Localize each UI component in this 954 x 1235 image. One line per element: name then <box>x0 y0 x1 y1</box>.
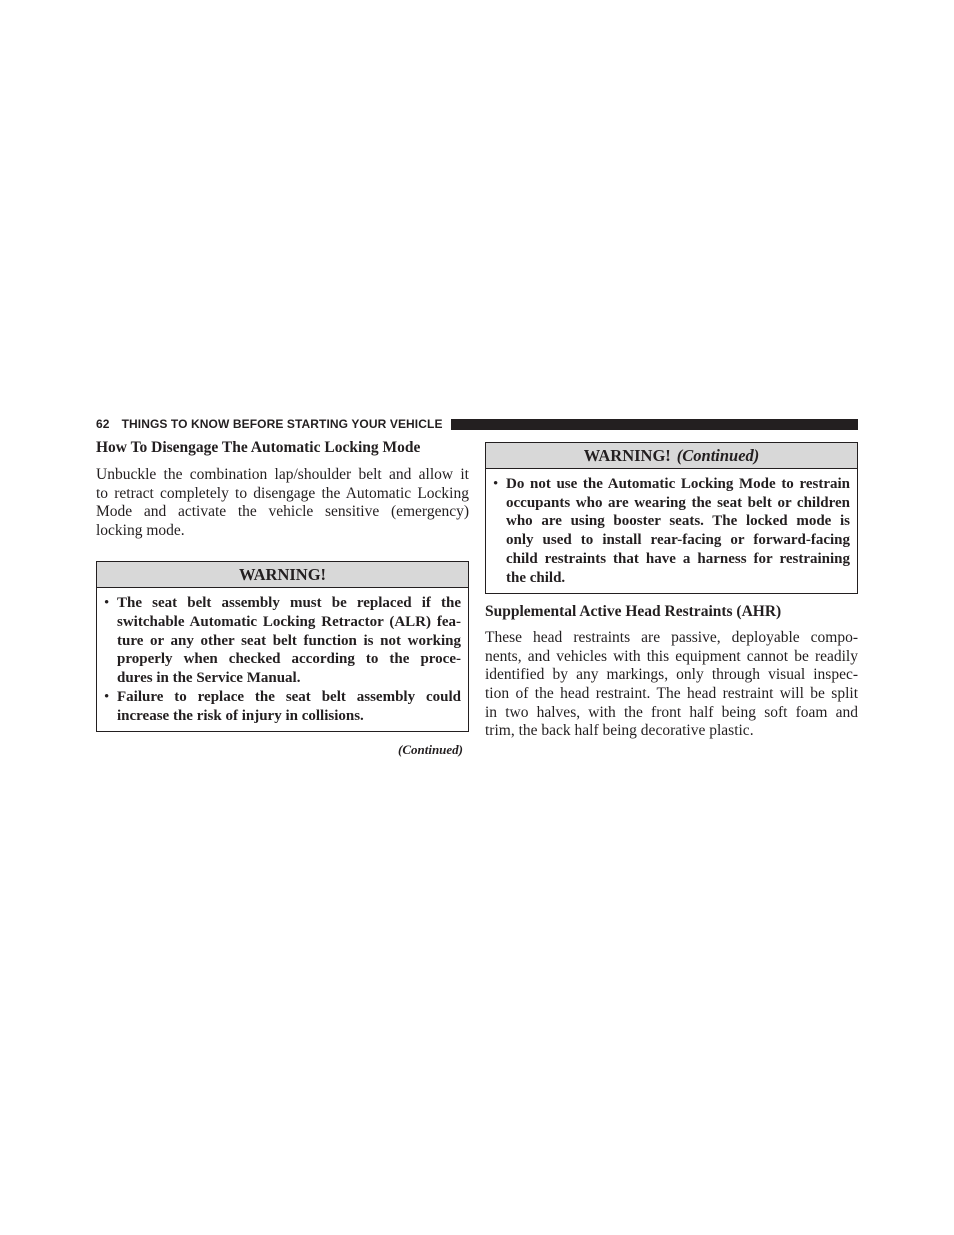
warning-body <box>97 588 468 731</box>
bullet-line: The seat belt assembly must be replaced if the <box>117 595 461 612</box>
paragraph-line: Unbuckle the combination lap/shoulder belt and allow it <box>96 466 469 483</box>
warning-title-text: WARNING! <box>583 446 671 465</box>
bullet-line: properly when checked according to the proce- <box>117 651 461 668</box>
bullet-line: occupants who are wearing the seat belt or children <box>506 494 850 511</box>
bullet-line: dures in the Service Manual. <box>117 670 301 687</box>
warning-box <box>96 561 469 732</box>
bullet-line: ture or any other seat belt function is not working <box>117 632 461 649</box>
bullet-icon: • <box>104 688 110 705</box>
section-title: THINGS TO KNOW BEFORE STARTING YOUR VEHICLE <box>121 417 443 431</box>
section-heading-disengage: How To Disengage The Automatic Locking Mode <box>96 439 421 456</box>
page-number: 62 <box>96 417 110 431</box>
warning-bullet <box>104 594 461 688</box>
bullet-text <box>506 475 850 587</box>
right-column <box>485 442 858 741</box>
bullet-line: switchable Automatic Locking Retractor (ALR) fea- <box>117 614 461 631</box>
warning-body <box>486 469 857 593</box>
warning-title-text: WARNING! <box>238 565 327 585</box>
warning-bullet <box>493 475 850 587</box>
running-header <box>96 417 858 431</box>
bullet-icon: • <box>104 595 110 612</box>
header-rule <box>451 419 858 430</box>
bullet-text <box>117 594 461 688</box>
warning-box-continued <box>485 442 858 594</box>
continued-note: (Continued) <box>397 742 463 758</box>
paragraph-line: in two halves, with the front half being soft foam and <box>485 703 858 721</box>
bullet-line: Failure to replace the seat belt assembly could <box>117 688 461 705</box>
paragraph-disengage <box>96 466 469 540</box>
paragraph-line: nents, and vehicles with this equipment cannot be readily <box>485 647 858 665</box>
left-column <box>96 438 469 758</box>
bullet-line: child restraints that have a harness for restraining <box>506 550 850 567</box>
bullet-line: increase the risk of injury in collisions. <box>117 707 364 724</box>
paragraph-line: identified by any markings, only through visual inspec- <box>485 666 858 684</box>
section-heading-ahr: Supplemental Active Head Restraints (AHR) <box>485 603 782 621</box>
warning-title-suffix: (Continued) <box>676 446 760 465</box>
warning-title <box>486 443 857 469</box>
paragraph-line: to retract completely to disengage the Automatic Locking <box>96 484 469 502</box>
bullet-line: who are using booster seats. The locked mode is <box>506 513 850 530</box>
bullet-line: Do not use the Automatic Locking Mode to restrain <box>506 476 850 492</box>
warning-bullet <box>104 688 461 725</box>
bullet-icon: • <box>493 476 499 492</box>
paragraph-line: tion of the head restraint. The head restraint will be split <box>485 685 858 702</box>
paragraph-line: trim, the back half being decorative plastic. <box>485 722 754 740</box>
bullet-text <box>117 688 461 725</box>
paragraph-line: Mode and activate the vehicle sensitive (emergency) <box>96 503 469 521</box>
header-text <box>96 417 451 431</box>
bullet-line: only used to install rear-facing or forward-facing <box>506 532 850 549</box>
warning-title <box>97 562 468 588</box>
paragraph-line: These head restraints are passive, deployable compo- <box>485 629 858 647</box>
bullet-line: the child. <box>506 569 566 586</box>
paragraph-line: locking mode. <box>96 521 185 539</box>
paragraph-ahr <box>485 629 858 741</box>
